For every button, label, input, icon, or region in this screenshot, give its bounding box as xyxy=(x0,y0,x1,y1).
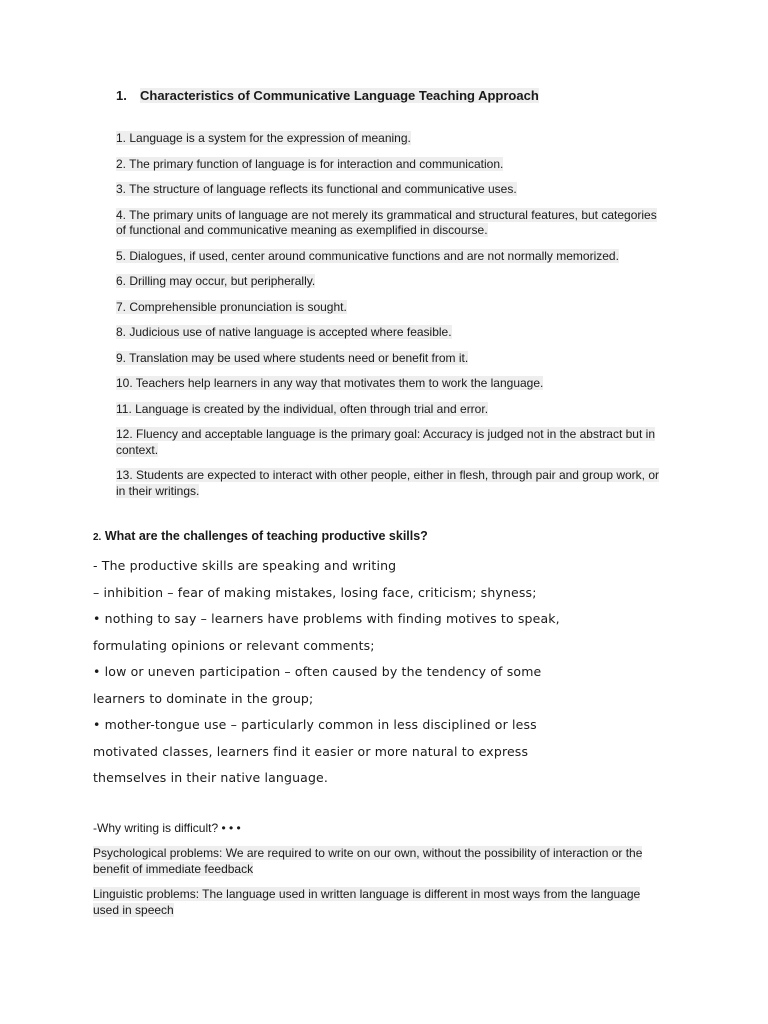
section-2-title: What are the challenges of teaching productive skills? xyxy=(104,529,428,543)
why-writing-heading: -Why writing is difficult? • • • xyxy=(93,821,241,835)
characteristics-list xyxy=(116,131,664,509)
list-item: 10. Teachers help learners in any way that motivates them to work the language. xyxy=(116,376,544,390)
paragraph-line: • mother-tongue use – particularly common in less disciplined or less xyxy=(93,717,537,732)
section-1-title: Characteristics of Communicative Language Teaching Approach xyxy=(140,88,539,103)
list-item: 12. Fluency and acceptable language is the primary goal: Accuracy is judged not in the abstract but in context. xyxy=(116,427,655,457)
list-item: 11. Language is created by the individual, often through trial and error. xyxy=(116,401,489,416)
paragraph-line: • nothing to say – learners have problems with finding motives to speak, xyxy=(93,611,560,626)
linguistic-problems-paragraph: Linguistic problems: The language used in written language is different in most ways from the language used in speech xyxy=(93,887,641,917)
section-2-heading xyxy=(93,528,428,546)
paragraph-line: themselves in their native language. xyxy=(93,770,328,785)
paragraph-line: motivated classes, learners find it easier or more natural to express xyxy=(93,743,529,759)
paragraph-line: – inhibition – fear of making mistakes, losing face, criticism; shyness; xyxy=(93,584,537,600)
list-item: 8. Judicious use of native language is accepted where feasible. xyxy=(116,325,452,339)
section-2-number: 2. xyxy=(93,532,102,543)
list-item: 6. Drilling may occur, but peripherally. xyxy=(116,274,316,288)
list-item: 4. The primary units of language are not merely its grammatical and structural features, but categories of functional and communicative meaning as exemplified in discourse. xyxy=(116,207,657,237)
list-item: 3. The structure of language reflects its functional and communicative uses. xyxy=(116,182,517,196)
paragraph-line: • low or uneven participation – often caused by the tendency of some xyxy=(93,664,542,679)
list-item: 5. Dialogues, if used, center around communicative functions and are not normally memorized. xyxy=(116,248,619,263)
section-1-number: 1. xyxy=(116,88,127,103)
paragraph-line: formulating opinions or relevant comments; xyxy=(93,637,375,653)
section-1-heading xyxy=(116,87,539,104)
list-item: 1. Language is a system for the expression of meaning. xyxy=(116,131,411,145)
productive-skills-text xyxy=(93,553,713,792)
writing-problems xyxy=(93,846,663,928)
list-item: 2. The primary function of language is for interaction and communication. xyxy=(116,156,504,171)
paragraph-line: learners to dominate in the group; xyxy=(93,690,314,706)
list-item: 7. Comprehensible pronunciation is sought. xyxy=(116,299,347,314)
paragraph-line: - The productive skills are speaking and writing xyxy=(93,558,397,573)
list-item: 9. Translation may be used where students need or benefit from it. xyxy=(116,350,469,365)
list-item: 13. Students are expected to interact with other people, either in flesh, through pair and group work, or in their writings. xyxy=(116,468,659,498)
psychological-problems-paragraph: Psychological problems: We are required to write on our own, without the possibility of interaction or the benefit of immediate feedback xyxy=(93,846,643,876)
